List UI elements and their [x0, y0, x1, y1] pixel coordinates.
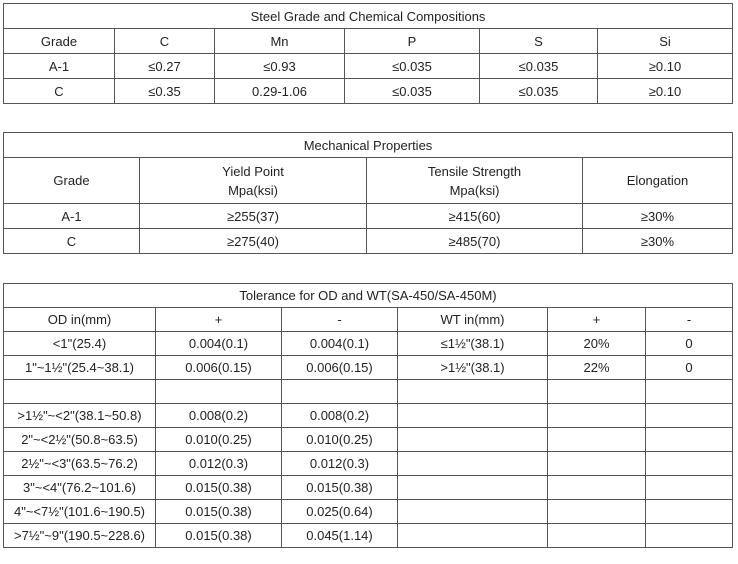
table-cell: ≤0.27: [115, 54, 215, 79]
table-cell: [646, 452, 733, 476]
table-cell: [398, 500, 548, 524]
header-cell: WT in(mm): [398, 308, 548, 332]
table-cell: 2"~<2½"(50.8~63.5): [4, 428, 156, 452]
table-row: [4, 428, 733, 452]
header-cell: -: [646, 308, 733, 332]
table-cell: 0.008(0.2): [156, 404, 282, 428]
table-cell: C: [4, 229, 140, 254]
header-cell-tensile-strength: [367, 158, 583, 204]
table-row: [4, 500, 733, 524]
table-cell: [398, 524, 548, 548]
table-cell: ≥30%: [583, 204, 733, 229]
table-cell: 0.045(1.14): [282, 524, 398, 548]
header-cell: -: [282, 308, 398, 332]
header-cell-grade: Grade: [4, 158, 140, 204]
table-row: [4, 452, 733, 476]
table-cell: A-1: [4, 204, 140, 229]
header-cell: OD in(mm): [4, 308, 156, 332]
table-cell: [646, 524, 733, 548]
table-cell: 0.29-1.06: [215, 79, 345, 104]
table-cell: [548, 524, 646, 548]
table-cell: [398, 428, 548, 452]
table-cell: ≤0.035: [345, 79, 480, 104]
table-cell: [548, 404, 646, 428]
table-cell: 0.025(0.64): [282, 500, 398, 524]
table-cell: 0.015(0.38): [156, 476, 282, 500]
header-cell: Grade: [4, 29, 115, 54]
chemical-table-title: Steel Grade and Chemical Compositions: [4, 4, 733, 29]
table-cell: 0.015(0.38): [282, 476, 398, 500]
header-cell: S: [480, 29, 598, 54]
table-row: [4, 332, 733, 356]
table-cell: 0.015(0.38): [156, 500, 282, 524]
chemical-composition-table: [3, 3, 733, 104]
table-cell: 0.010(0.25): [282, 428, 398, 452]
table-cell: ≥30%: [583, 229, 733, 254]
table-cell: 0.012(0.3): [156, 452, 282, 476]
table-cell: [646, 500, 733, 524]
mechanical-properties-table: [3, 132, 733, 254]
table-row: [4, 54, 733, 79]
table-cell: 22%: [548, 356, 646, 380]
table-row: [4, 404, 733, 428]
table-cell: 2½"~<3"(63.5~76.2): [4, 452, 156, 476]
table-row: [4, 380, 733, 404]
header-cell-yield-point: [140, 158, 367, 204]
table-cell: 0.004(0.1): [282, 332, 398, 356]
table-cell: [548, 476, 646, 500]
table-cell: 0.008(0.2): [282, 404, 398, 428]
table-cell: <1"(25.4): [4, 332, 156, 356]
table-cell: [398, 452, 548, 476]
table-header-row: [4, 29, 733, 54]
table-cell: [548, 500, 646, 524]
table-row: [4, 524, 733, 548]
table-cell: [646, 404, 733, 428]
header-tensile-unit: Mpa(ksi): [449, 182, 500, 198]
table-cell: [646, 380, 733, 404]
table-row: [4, 79, 733, 104]
table-cell: 0.010(0.25): [156, 428, 282, 452]
table-cell: ≥255(37): [140, 204, 367, 229]
header-cell: C: [115, 29, 215, 54]
table-cell: 0.006(0.15): [282, 356, 398, 380]
table-cell: 3"~<4"(76.2~101.6): [4, 476, 156, 500]
table-cell: ≤1½"(38.1): [398, 332, 548, 356]
table-cell: [646, 428, 733, 452]
table-cell: >1½"(38.1): [398, 356, 548, 380]
header-cell: +: [156, 308, 282, 332]
table-cell: 1"~1½"(25.4~38.1): [4, 356, 156, 380]
header-cell-elongation: Elongation: [583, 158, 733, 204]
header-yield-unit: Mpa(ksi): [228, 182, 278, 198]
header-tensile-label: Tensile Strength: [427, 163, 522, 179]
table-cell: ≥0.10: [598, 54, 733, 79]
tolerance-table-title: Tolerance for OD and WT(SA-450/SA-450M): [4, 284, 733, 308]
table-cell: [398, 380, 548, 404]
table-cell: ≥485(70): [367, 229, 583, 254]
table-cell: ≥415(60): [367, 204, 583, 229]
table-cell: [4, 380, 156, 404]
table-cell: 0.004(0.1): [156, 332, 282, 356]
table-cell: [282, 380, 398, 404]
table-cell: [548, 380, 646, 404]
table-header-row: [4, 308, 733, 332]
mechanical-table-title: Mechanical Properties: [4, 133, 733, 158]
table-cell: ≤0.035: [480, 79, 598, 104]
table-cell: ≤0.35: [115, 79, 215, 104]
table-cell: [646, 476, 733, 500]
table-cell: [548, 428, 646, 452]
table-cell: C: [4, 79, 115, 104]
table-title-row: [4, 4, 733, 29]
tolerance-table: [3, 283, 733, 548]
table-cell: ≤0.93: [215, 54, 345, 79]
table-cell: ≥0.10: [598, 79, 733, 104]
table-cell: ≥275(40): [140, 229, 367, 254]
table-row: [4, 476, 733, 500]
table-cell: 0.012(0.3): [282, 452, 398, 476]
table-title-row: [4, 284, 733, 308]
table-header-row: [4, 158, 733, 204]
table-cell: 0.006(0.15): [156, 356, 282, 380]
table-cell: ≤0.035: [480, 54, 598, 79]
table-cell: [156, 380, 282, 404]
table-row: [4, 229, 733, 254]
header-cell: Si: [598, 29, 733, 54]
table-row: [4, 204, 733, 229]
table-cell: 0: [646, 332, 733, 356]
table-cell: A-1: [4, 54, 115, 79]
table-cell: >1½"~<2"(38.1~50.8): [4, 404, 156, 428]
table-cell: [398, 404, 548, 428]
table-cell: ≤0.035: [345, 54, 480, 79]
table-title-row: [4, 133, 733, 158]
header-cell: Mn: [215, 29, 345, 54]
table-row: [4, 356, 733, 380]
header-cell: +: [548, 308, 646, 332]
table-cell: >7½"~9"(190.5~228.6): [4, 524, 156, 548]
header-cell: P: [345, 29, 480, 54]
table-cell: 4"~<7½"(101.6~190.5): [4, 500, 156, 524]
header-yield-label: Yield Point: [222, 163, 284, 179]
table-cell: 0: [646, 356, 733, 380]
table-cell: 20%: [548, 332, 646, 356]
table-cell: [548, 452, 646, 476]
table-cell: [398, 476, 548, 500]
table-cell: 0.015(0.38): [156, 524, 282, 548]
